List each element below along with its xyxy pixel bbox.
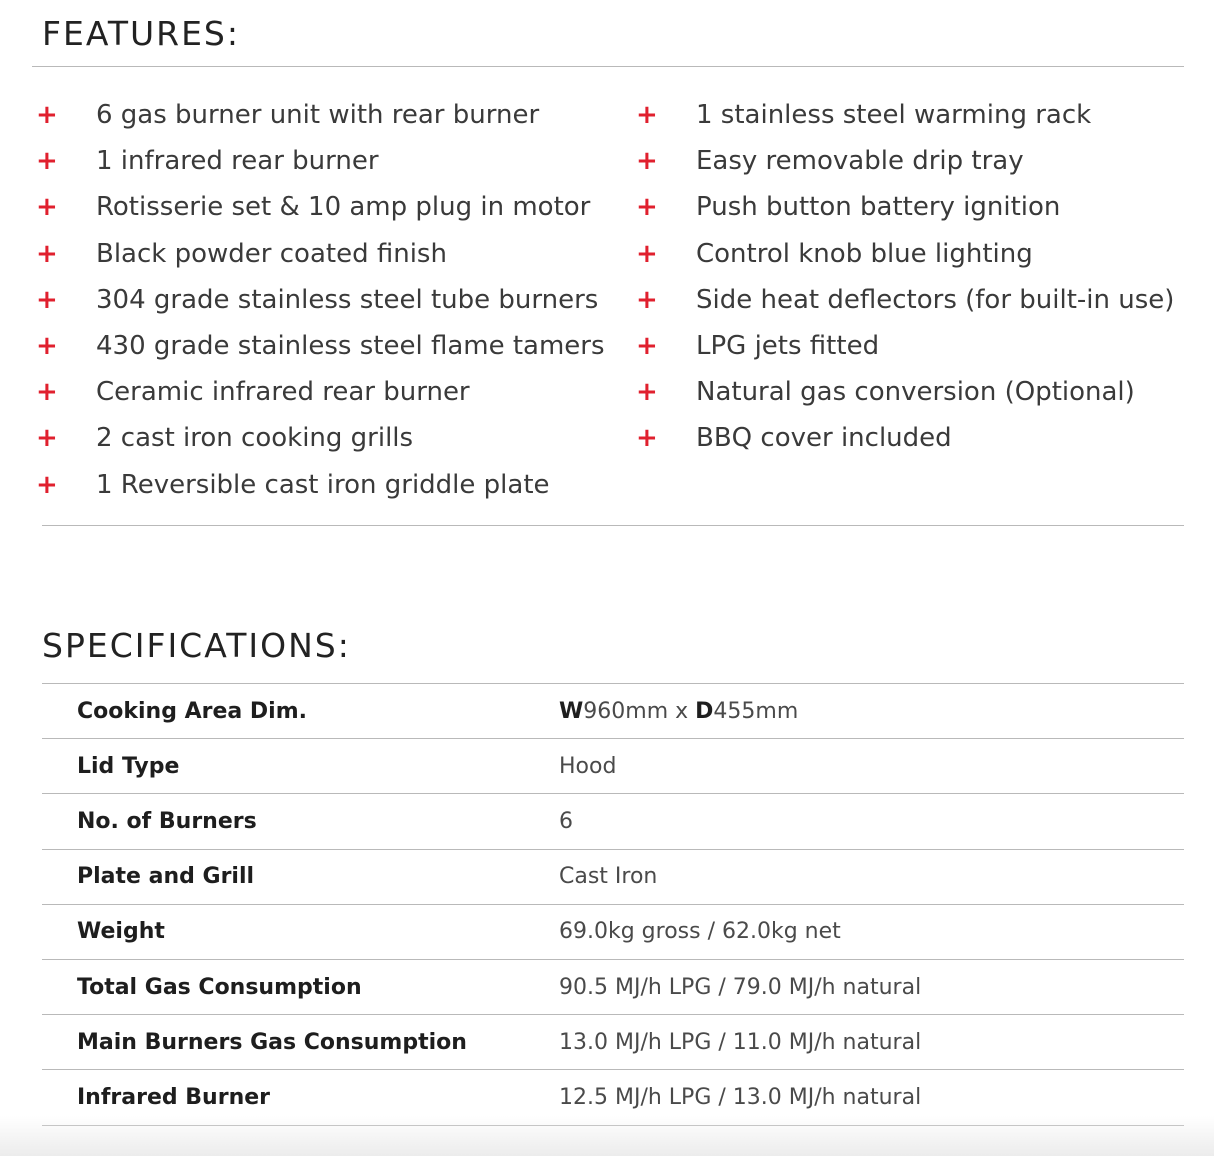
feature-text: 1 Reversible cast iron griddle plate [96, 469, 550, 500]
specifications-table [42, 683, 1184, 1126]
table-row [42, 684, 1184, 739]
depth-value: 455mm [713, 698, 799, 724]
spec-label: Plate and Grill [77, 864, 255, 890]
plus-icon: + [36, 469, 58, 500]
feature-text: LPG jets fitted [696, 330, 880, 361]
plus-icon: + [36, 284, 58, 315]
plus-icon: + [636, 192, 658, 223]
depth-prefix: D [695, 698, 714, 724]
plus-icon: + [636, 100, 658, 130]
plus-icon: + [636, 238, 658, 269]
feature-text: 430 grade stainless steel flame tamers [96, 330, 605, 361]
features-heading: FEATURES: [42, 14, 241, 53]
features-bottom-divider [42, 525, 1184, 526]
table-row [42, 849, 1184, 904]
feature-text: 1 infrared rear burner [96, 146, 379, 177]
plus-icon: + [636, 284, 658, 315]
width-value: 960mm x [583, 698, 696, 724]
feature-text: 304 grade stainless steel tube burners [96, 284, 599, 315]
feature-text: Ceramic infrared rear burner [96, 377, 470, 408]
spec-value: Hood [559, 753, 617, 779]
plus-icon: + [36, 192, 58, 223]
spec-label: Weight [77, 919, 165, 945]
feature-text: Easy removable drip tray [696, 146, 1024, 177]
spec-label: No. of Burners [77, 808, 257, 834]
table-row [42, 1015, 1184, 1070]
spec-value: Cast Iron [559, 864, 658, 890]
spec-label: Infrared Burner [77, 1084, 271, 1110]
feature-text: 2 cast iron cooking grills [96, 423, 414, 454]
spec-label: Total Gas Consumption [77, 974, 362, 1000]
spec-label: Main Burners Gas Consumption [77, 1029, 467, 1055]
feature-text: Natural gas conversion (Optional) [696, 377, 1135, 408]
spec-value [523, 684, 1184, 739]
spec-value: 13.0 MJ/h LPG / 11.0 MJ/h natural [559, 1029, 922, 1055]
feature-text: Side heat deflectors (for built-in use) [696, 284, 1175, 315]
feature-text: Black powder coated finish [96, 238, 447, 269]
feature-text: Control knob blue lighting [696, 238, 1033, 269]
spec-value: 90.5 MJ/h LPG / 79.0 MJ/h natural [559, 974, 922, 1000]
features-top-divider [32, 66, 1184, 67]
feature-text: 1 stainless steel warming rack [696, 100, 1092, 130]
table-row [42, 739, 1184, 794]
bottom-fade [0, 1116, 1214, 1156]
plus-icon: + [636, 330, 658, 361]
feature-text: 6 gas burner unit with rear burner [96, 100, 540, 130]
plus-icon: + [636, 423, 658, 454]
width-prefix: W [559, 698, 584, 724]
table-row [42, 904, 1184, 959]
plus-icon: + [36, 238, 58, 269]
spec-value: 6 [559, 808, 573, 834]
feature-text: Push button battery ignition [696, 192, 1061, 223]
plus-icon: + [36, 330, 58, 361]
spec-label: Cooking Area Dim. [77, 698, 308, 724]
feature-text: BBQ cover included [696, 423, 952, 454]
specifications-heading: SPECIFICATIONS: [42, 626, 351, 665]
table-row [42, 794, 1184, 849]
plus-icon: + [36, 146, 58, 177]
plus-icon: + [636, 146, 658, 177]
spec-value: 12.5 MJ/h LPG / 13.0 MJ/h natural [559, 1084, 922, 1110]
plus-icon: + [36, 377, 58, 408]
plus-icon: + [636, 377, 658, 408]
plus-icon: + [36, 423, 58, 454]
spec-value: 69.0kg gross / 62.0kg net [559, 919, 841, 945]
spec-label: Lid Type [77, 753, 180, 779]
plus-icon: + [36, 100, 58, 130]
table-row [42, 959, 1184, 1014]
feature-text: Rotisserie set & 10 amp plug in motor [96, 192, 591, 223]
